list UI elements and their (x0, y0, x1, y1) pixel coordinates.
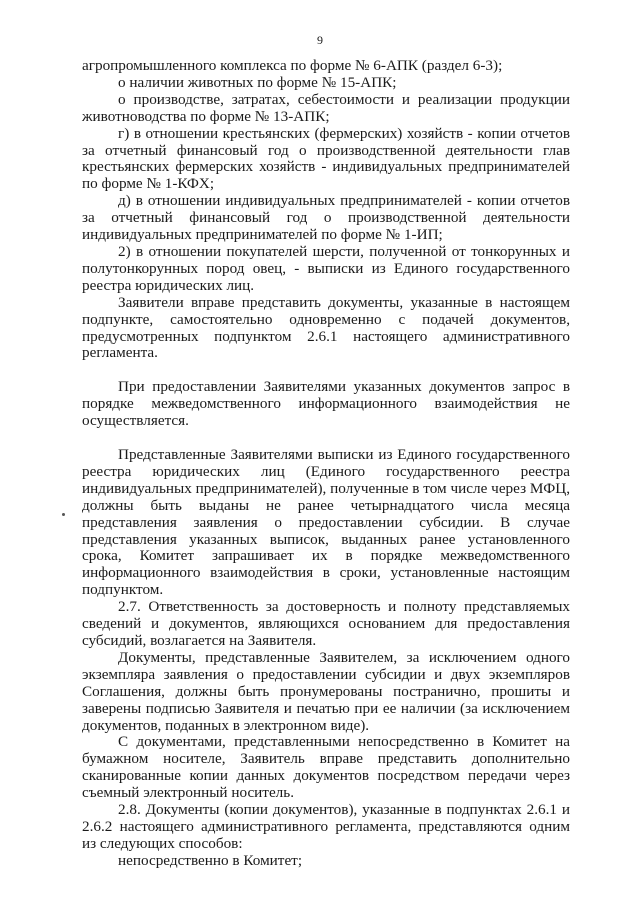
paragraph: 2) в отношении покупателей шерсти, полученной от тонкорунных и полутонкорунных пород овец, - выписки из Единого государственного реестра юридических лиц. (82, 242, 570, 294)
paragraph: д) в отношении индивидуальных предпринимателей - копии отчетов за отчетный финансовый год о производственной деятельности индивидуальных предпринимателей по форме № 1-ИП; (82, 192, 570, 244)
paragraph: Документы, представленные Заявителем, за исключением одного экземпляра заявления о предоставлении субсидии и двух экземпляров Соглашения, должны быть пронумерованы постранично, прошиты и заверены подписью Заявителя и печатью при ее наличии (за исключением документов, поданных в электронном виде). (82, 648, 570, 734)
paragraph: агропромышленного комплекса по форме № 6-АПК (раздел 6-3); (82, 57, 503, 74)
paragraph: о производстве, затратах, себестоимости и реализации продукции животноводства по форме № 13-АПК; (82, 90, 570, 125)
paragraph: непосредственно в Комитет; (118, 851, 303, 869)
paragraph: 2.8. Документы (копии документов), указанные в подпунктах 2.6.1 и 2.6.2 настоящего административного регламента, представляются одним из следующих способов: (82, 801, 570, 852)
paragraph: Заявители вправе представить документы, указанные в настоящем подпункте, самостоятельно одновременно с подачей документов, предусмотренных подпунктом 2.6.1 настоящего административного регламента. (82, 293, 570, 362)
scan-dot (62, 513, 65, 516)
paragraph: 2.7. Ответственность за достоверность и полноту представляемых сведений и документов, являющихся основанием для предоставления субсидий, возлагается на Заявителя. (82, 598, 570, 649)
page-number: 9 (317, 33, 323, 47)
paragraph: При предоставлении Заявителями указанных документов запрос в порядке межведомственного информационного взаимодействия не осуществляется. (82, 378, 570, 430)
paragraph: Представленные Заявителями выписки из Единого государственного реестра юридических лиц (Единого государственного реестра индивидуальных предпринимателей), полученные в том числе через МФЦ, должны быть выданы не ранее четырнадцатого числа месяца представления заявления о предоставлении субсидии. В случае представления указанных выписок, выданных ранее установленного срока, Комитет запрашивает их в порядке межведомственного информационного взаимодействия в сроки, установленные настоящим подпунктом. (82, 446, 570, 599)
document-body (82, 58, 570, 870)
paragraph: о наличии животных по форме № 15-АПК; (118, 73, 397, 91)
paragraph: г) в отношении крестьянских (фермерских) хозяйств - копии отчетов за отчетный финансовый год о производственной деятельности глав крестьянских фермерских хозяйств - индивидуальных предпринимателей по форме № 1-КФХ; (82, 124, 570, 193)
paragraph: С документами, представленными непосредственно в Комитет на бумажном носителе, Заявитель вправе представить дополнительно сканированные копии данных документов посредством передачи через съемный электронный носитель. (82, 733, 570, 802)
